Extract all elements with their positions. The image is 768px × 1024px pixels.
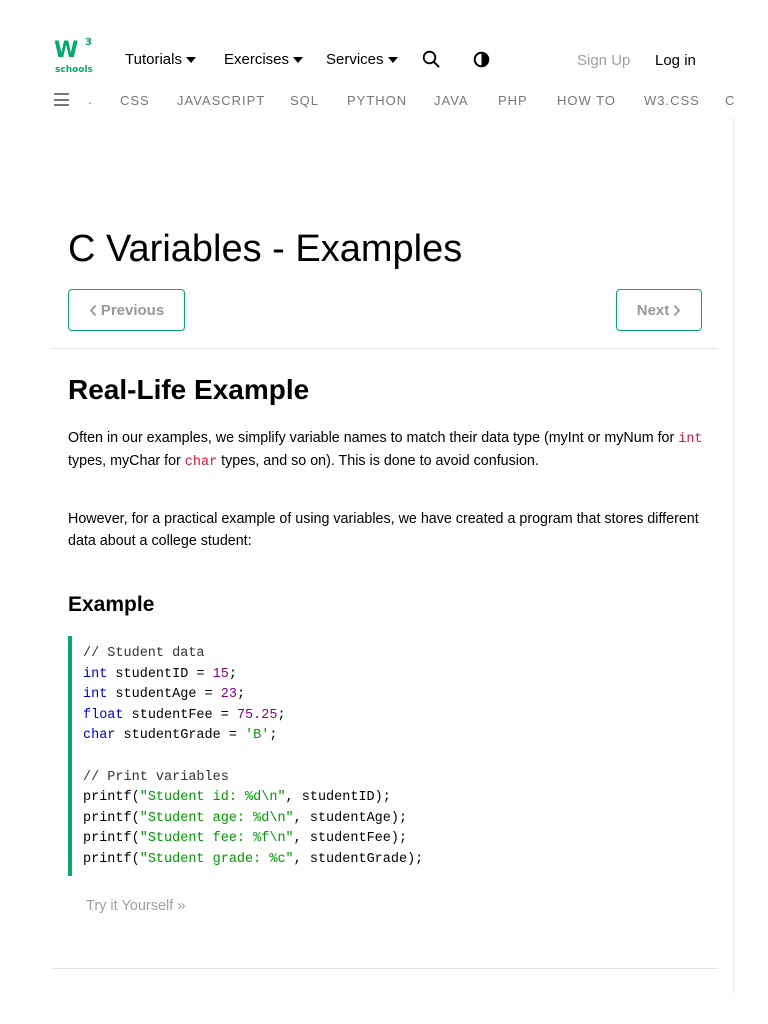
- practical-paragraph: However, for a practical example of using variables, we have created a program that stores different data about a college student:: [68, 511, 699, 549]
- bottom-divider: [52, 968, 718, 969]
- code-comment: // Student data: [83, 646, 205, 661]
- chevron-left-icon: [89, 304, 97, 317]
- previous-label: Previous: [100, 301, 165, 319]
- content-scrollbar-track[interactable]: [733, 118, 734, 993]
- code-comment: // Print variables: [83, 769, 229, 785]
- intro-text-part3: types, and so on). This is done to avoid confusion.: [217, 452, 539, 469]
- code-block: [83, 644, 423, 871]
- subnav-item-how-to[interactable]: HOW TO: [557, 93, 616, 108]
- caret-down-icon: [388, 57, 398, 63]
- intro-text-part2: types, myChar for: [68, 452, 185, 469]
- exercises-dropdown[interactable]: [224, 51, 303, 68]
- contrast-icon[interactable]: [473, 51, 493, 71]
- subnav-item-c[interactable]: C: [725, 93, 736, 108]
- next-label: Next: [636, 301, 670, 319]
- logo-subtext: schools: [55, 65, 93, 75]
- sign-up-link[interactable]: Sign Up: [577, 52, 631, 69]
- subnav-item-php[interactable]: PHP: [498, 93, 528, 108]
- subnav-item-sql[interactable]: SQL: [290, 93, 320, 108]
- try-it-yourself-link[interactable]: Try it Yourself »: [86, 898, 186, 914]
- subnav-item-css[interactable]: CSS: [120, 93, 150, 108]
- code-line: char studentGrade = 'B';: [83, 728, 278, 744]
- intro-text-part1: Often in our examples, we simplify variable names to match their data type (myInt or myNum for: [68, 430, 679, 446]
- chevron-right-icon: [673, 304, 681, 317]
- example-heading: Example: [68, 593, 155, 616]
- intro-paragraph: [68, 428, 708, 473]
- tutorials-label: Tutorials: [125, 51, 182, 68]
- code-line: int studentID = 15;: [83, 666, 237, 682]
- code-line: printf("Student grade: %c", studentGrade);: [83, 851, 424, 867]
- previous-button[interactable]: [68, 289, 185, 331]
- logo-superscript: 3: [85, 37, 92, 48]
- search-icon[interactable]: [422, 50, 442, 70]
- section-heading: Real-Life Example: [68, 374, 310, 405]
- inline-code-char: char: [184, 454, 218, 470]
- exercises-label: Exercises: [224, 51, 290, 68]
- caret-down-icon: [293, 57, 303, 63]
- subject-navbar: [0, 88, 768, 114]
- subnav-overflow: .: [88, 92, 92, 107]
- subnav-item-python[interactable]: PYTHON: [347, 93, 408, 108]
- code-line: printf("Student id: %d\n", studentID);: [83, 790, 391, 806]
- subnav-item-javascript[interactable]: JAVASCRIPT: [177, 93, 266, 108]
- tutorials-dropdown[interactable]: [125, 51, 196, 68]
- subnav-item-java[interactable]: JAVA: [434, 93, 469, 108]
- section-divider: [52, 348, 718, 349]
- code-line: float studentFee = 75.25;: [83, 707, 286, 723]
- logo-text: W: [54, 38, 78, 63]
- code-line: printf("Student age: %d\n", studentAge);: [83, 810, 408, 826]
- next-button[interactable]: [616, 289, 702, 331]
- services-label: Services: [326, 51, 384, 68]
- top-navbar: [0, 0, 768, 86]
- page-title: C Variables - Examples: [68, 228, 463, 270]
- inline-code-int: int: [678, 432, 703, 447]
- w3schools-logo[interactable]: [54, 37, 98, 80]
- subnav-item-w3css[interactable]: W3.CSS: [644, 93, 700, 108]
- log-in-link[interactable]: Log in: [655, 52, 696, 69]
- services-dropdown[interactable]: [326, 51, 398, 68]
- hamburger-menu-icon[interactable]: [54, 93, 69, 106]
- caret-down-icon: [186, 57, 196, 63]
- code-line: int studentAge = 23;: [83, 687, 246, 703]
- code-line: printf("Student fee: %f\n", studentFee);: [83, 831, 408, 847]
